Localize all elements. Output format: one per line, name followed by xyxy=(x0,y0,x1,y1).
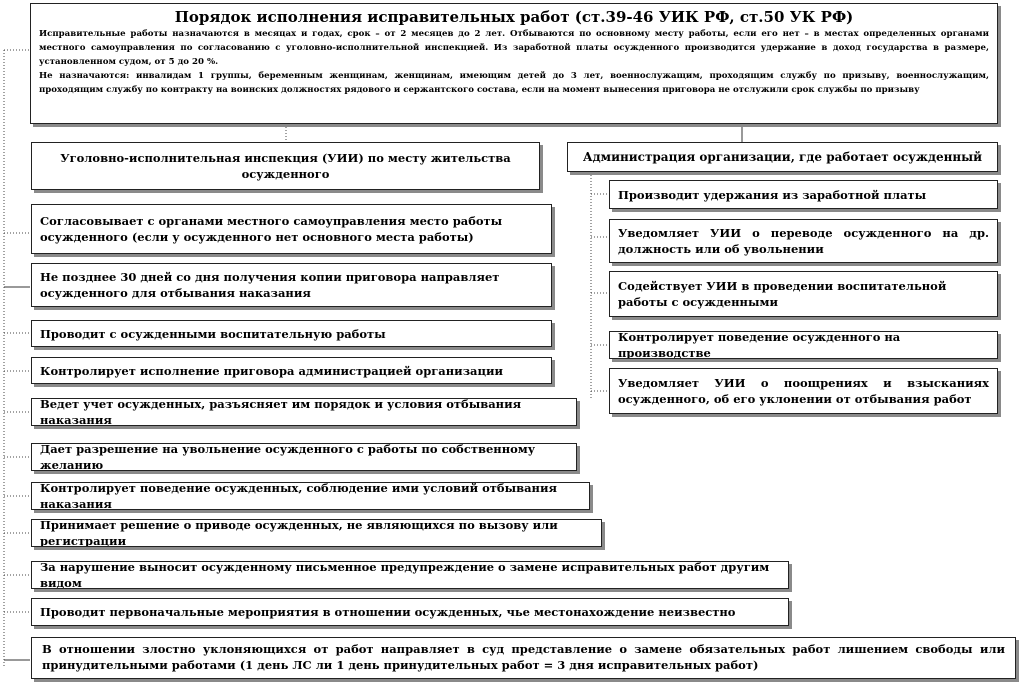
header-text-terms: Исправительные работы назначаются в месяцах и годах, срок – от 2 месяцев до 2 лет. Отбываются по основному месту работы, если его нет – в местах определенных органами местного самоуправления по согласованию с уголовно-исполнительной инспекцией. Из заработной платы осужденного производится удержание в доход государства в размере, установленном судом, от 5 до 20 %. xyxy=(39,29,989,67)
admin-item: Производит удержания из заработной платы xyxy=(609,180,998,209)
uii-item: Контролирует исполнение приговора администрацией организации xyxy=(31,357,552,384)
uii-item: Проводит первоначальные мероприятия в отношении осужденных, чье местонахождение неизвестно xyxy=(31,598,789,626)
admin-title: Администрация организации, где работает осужденный xyxy=(582,150,983,164)
header-text-exclusions: Не назначаются: инвалидам 1 группы, беременным женщинам, женщинам, имеющим детей до 3 лет, военнослужащим, проходящим службу по призыву, военнослужащим, проходящим службу по контракту на воинских должностях рядового и сержантского состава, если на момент вынесения приговора не отслужили срок службы по призыву xyxy=(39,71,989,95)
uii-header-box xyxy=(31,142,540,190)
uii-item: Ведет учет осужденных, разъясняет им порядок и условия отбывания наказания xyxy=(31,398,577,426)
admin-item: Уведомляет УИИ о поощрениях и взысканиях осужденного, об его уклонении от отбывания работ xyxy=(609,368,998,414)
uii-title: Уголовно-исполнительная инспекция (УИИ) по месту жительства осужденного xyxy=(60,151,511,181)
uii-item: Принимает решение о приводе осужденных, не являющихся по вызову или регистрации xyxy=(31,519,602,547)
header-box xyxy=(30,3,998,124)
admin-item: Контролирует поведение осужденного на производстве xyxy=(609,331,998,359)
uii-item: Контролирует поведение осужденных, соблюдение ими условий отбывания наказания xyxy=(31,482,590,510)
uii-item: За нарушение выносит осужденному письменное предупреждение о замене исправительных работ другим видом xyxy=(31,561,789,589)
admin-header-box xyxy=(567,142,998,172)
uii-item: Согласовывает с органами местного самоуправления место работы осужденного (если у осужденного нет основного места работы) xyxy=(31,204,552,254)
admin-item: Уведомляет УИИ о переводе осужденного на др. должность или об увольнении xyxy=(609,219,998,263)
uii-item: Проводит с осужденными воспитательную работы xyxy=(31,320,552,347)
uii-item: Дает разрешение на увольнение осужденного с работы по собственному желанию xyxy=(31,443,577,471)
header-title: Порядок исполнения исправительных работ (ст.39-46 УИК РФ, ст.50 УК РФ) xyxy=(174,8,854,26)
admin-item: Содействует УИИ в проведении воспитательной работы с осужденными xyxy=(609,271,998,317)
uii-item: Не позднее 30 дней со дня получения копии приговора направляет осужденного для отбывания наказания xyxy=(31,263,552,307)
uii-item: В отношении злостно уклоняющихся от работ направляет в суд представление о замене обязательных работ лишением свободы или принудительными работами (1 день ЛС ли 1 день принудительных работ = 3 дня исправительных работ) xyxy=(31,637,1016,679)
